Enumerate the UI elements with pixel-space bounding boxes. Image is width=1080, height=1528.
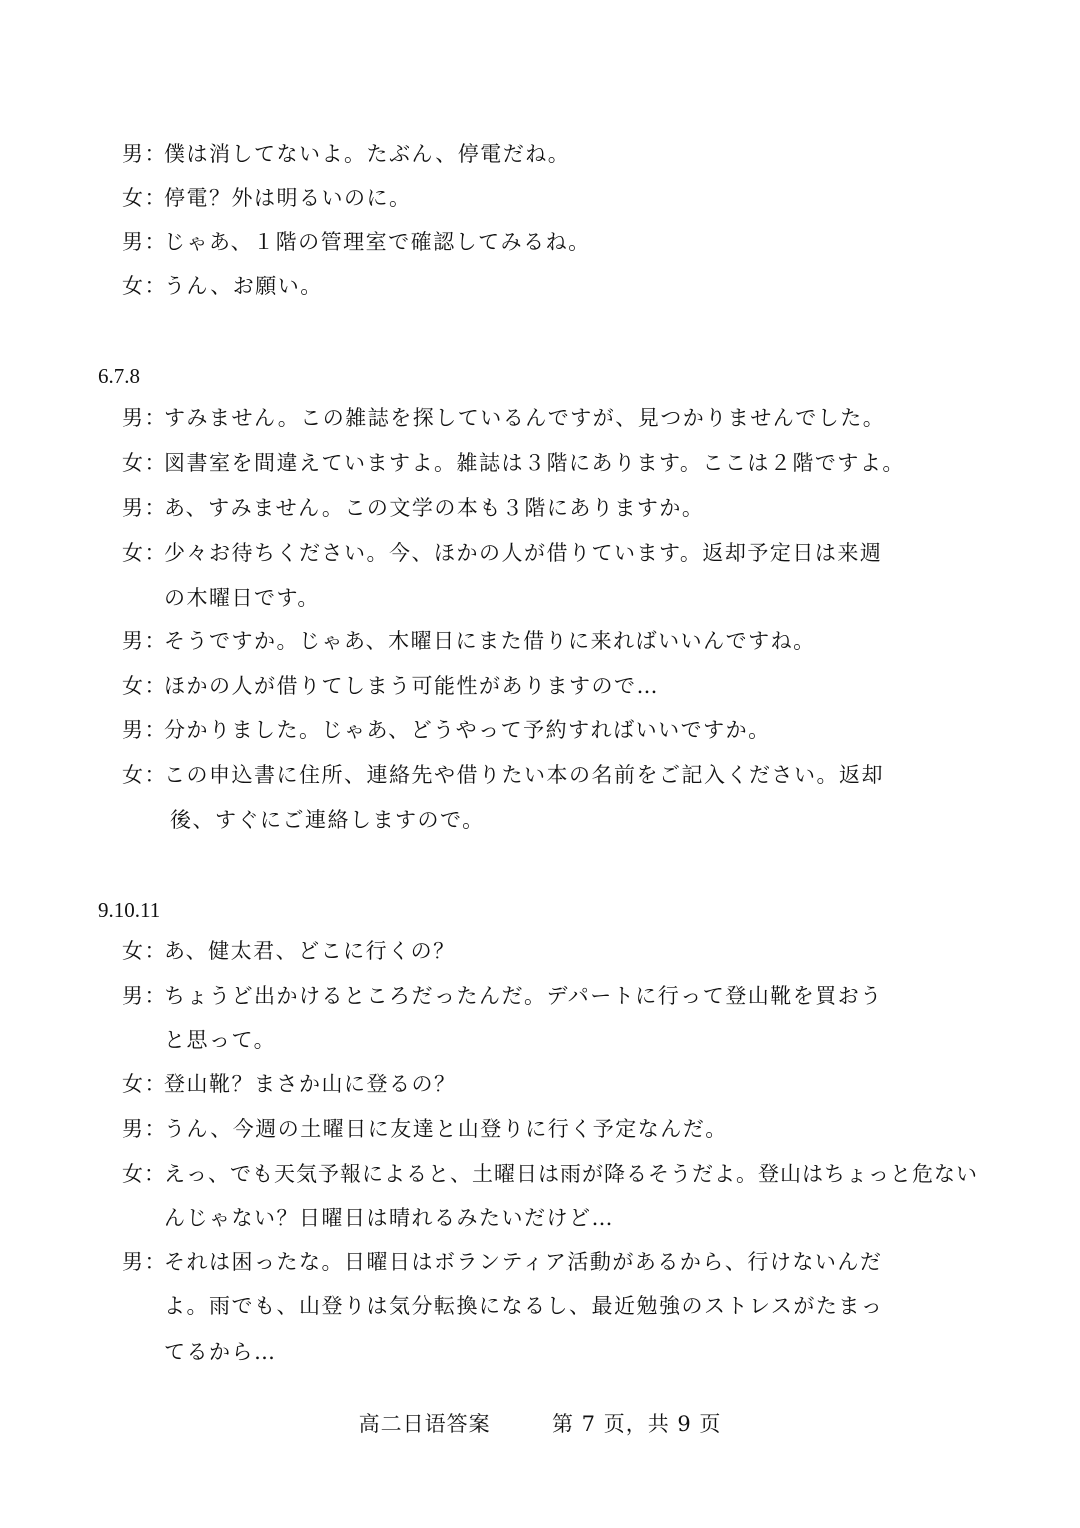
speaker-label: 男： — [122, 718, 167, 742]
dialogue-text: あ、健太君、どこに行くの？ — [164, 939, 456, 963]
dialogue-text: この申込書に住所、連絡先や借りたい本の名前をご記入ください。返却 — [164, 763, 884, 787]
section-label: 6.7.8 — [98, 364, 140, 388]
speaker-label: 女： — [122, 186, 167, 210]
dialogue-text: そうですか。じゃあ、木曜日にまた借りに来ればいいんですね。 — [164, 629, 816, 653]
speaker-label: 女： — [122, 274, 167, 298]
dialogue-line — [122, 627, 816, 655]
dialogue-continuation: てるから… — [164, 1340, 277, 1364]
dialogue-text: すみません。この雑誌を探しているんですが、見つかりませんでした。 — [164, 406, 886, 430]
dialogue-line — [122, 449, 905, 477]
speaker-label: 男： — [122, 1250, 167, 1274]
speaker-label: 女： — [122, 541, 167, 565]
speaker-label: 女： — [122, 763, 167, 787]
dialogue-text: うん、お願い。 — [164, 274, 323, 298]
dialogue-text: 分かりました。じゃあ、どうやって予約すればいいですか。 — [164, 718, 771, 742]
speaker-label: 男： — [122, 629, 167, 653]
dialogue-line — [122, 937, 456, 965]
dialogue-text: 僕は消してないよ。たぶん、停電だね。 — [164, 142, 571, 166]
dialogue-line — [122, 272, 323, 300]
dialogue-continuation: よ。雨でも、山登りは気分転換になるし、最近勉強のストレスがたまっ — [164, 1294, 884, 1318]
dialogue-line — [122, 494, 704, 522]
dialogue-line — [122, 1248, 882, 1276]
dialogue-line — [122, 228, 591, 256]
dialogue-text: 停電？外は明るいのに。 — [164, 186, 412, 210]
dialogue-continuation: と思って。 — [164, 1028, 277, 1052]
dialogue-line — [122, 140, 570, 168]
dialogue-line — [122, 672, 659, 700]
speaker-label: 男： — [122, 406, 167, 430]
dialogue-text: 少々お待ちください。今、ほかの人が借りています。返却予定日は来週 — [164, 541, 883, 565]
dialogue-line — [122, 1115, 728, 1143]
speaker-label: 男： — [122, 984, 167, 1008]
dialogue-line — [122, 1160, 978, 1188]
speaker-label: 男： — [122, 142, 167, 166]
speaker-label: 女： — [122, 939, 167, 963]
dialogue-continuation: んじゃない？日曜日は晴れるみたいだけど… — [164, 1206, 614, 1230]
footer-title: 高二日语答案 — [358, 1412, 491, 1436]
dialogue-text: じゃあ、１階の管理室で確認してみるね。 — [164, 230, 591, 254]
dialogue-line — [122, 716, 771, 744]
page-footer — [0, 1408, 1080, 1438]
dialogue-text: ほかの人が借りてしまう可能性がありますので… — [164, 674, 659, 698]
dialogue-text: 図書室を間違えていますよ。雑誌は３階にあります。ここは２階ですよ。 — [164, 451, 905, 475]
dialogue-line — [122, 1070, 457, 1098]
dialogue-continuation: 後、すぐにご連絡しますので。 — [170, 808, 485, 832]
speaker-label: 男： — [122, 496, 167, 520]
speaker-label: 女： — [122, 451, 167, 475]
speaker-label: 男： — [122, 1117, 167, 1141]
speaker-label: 男： — [122, 230, 167, 254]
dialogue-line — [122, 982, 883, 1010]
dialogue-continuation: の木曜日です。 — [164, 586, 320, 610]
dialogue-line — [122, 539, 882, 567]
dialogue-text: うん、今週の土曜日に友達と山登りに行く予定なんだ。 — [164, 1117, 728, 1141]
dialogue-text: 登山靴？まさか山に登るの？ — [164, 1072, 457, 1096]
dialogue-text: それは困ったな。日曜日はボランティア活動があるから、行けないんだ — [164, 1250, 883, 1274]
dialogue-line — [122, 184, 412, 212]
dialogue-text: えっ、でも天気予報によると、土曜日は雨が降るそうだよ。登山はちょっと危ない — [164, 1162, 978, 1186]
speaker-label: 女： — [122, 1072, 167, 1096]
footer-page-number: 第 7 页，共 9 页 — [551, 1412, 722, 1436]
speaker-label: 女： — [122, 1162, 166, 1186]
dialogue-line — [122, 761, 884, 789]
dialogue-text: あ、すみません。この文学の本も３階にありますか。 — [164, 496, 705, 520]
section-label: 9.10.11 — [98, 898, 161, 922]
dialogue-text: ちょうど出かけるところだったんだ。デパートに行って登山靴を買おう — [164, 984, 883, 1008]
dialogue-line — [122, 404, 885, 432]
speaker-label: 女： — [122, 674, 167, 698]
